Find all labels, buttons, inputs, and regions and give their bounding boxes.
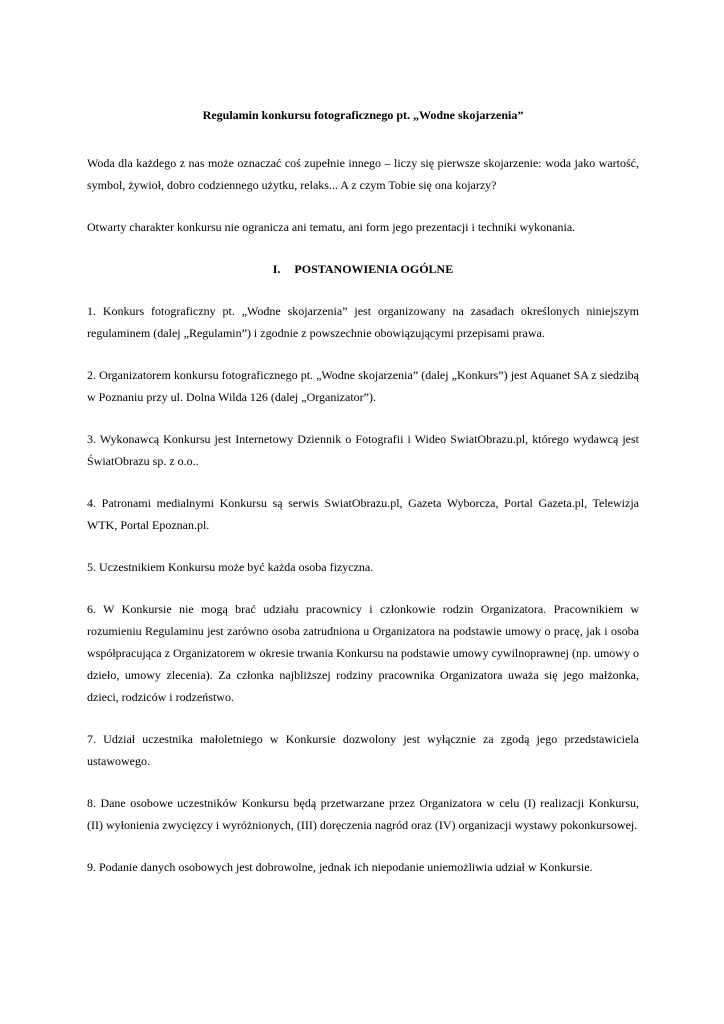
intro-paragraph-2: Otwarty charakter konkursu nie ogranicza ani tematu, ani form jego prezentacji i techniki wykonania. [87,220,576,234]
section-heading [87,258,639,280]
intro-paragraph-1: Woda dla każdego z nas może oznaczać coś zupełnie innego – liczy się pierwsze skojarzenie: woda jako wartość, symbol, żywioł, dobro codziennego użytku, relaks... A z czym Tobie się ona kojarzy? [87,156,639,192]
document-body [87,104,639,898]
clause-6: 6. W Konkursie nie mogą brać udziału pracownicy i członkowie rodzin Organizatora. Pracownikiem w rozumieniu Regulaminu jest zarówno osoba zatrudniona u Organizatora na podstawie umowy o pracę, jak i osoba współpracująca z Organizatorem w okresie trwania Konkursu na podstawie umowy cywilnoprawnej (np. umowy o dzieło, umowy zlecenia). Za członka najbliższej rodziny pracownika Organizatora uważa się jego małżonka, dzieci, rodziców i rodzeństwo. [87,602,639,704]
section-number: I. [272,262,281,276]
clause-5: 5. Uczestnikiem Konkursu może być każda osoba fizyczna. [87,560,374,574]
clause-7: 7. Udział uczestnika małoletniego w Konkursie dozwolony jest wyłącznie za zgodą jego przedstawiciela ustawowego. [87,732,639,768]
clause-8: 8. Dane osobowe uczestników Konkursu będą przetwarzane przez Organizatora w celu (I) realizacji Konkursu, (II) wyłonienia zwycięzcy i wyróżnionych, (III) doręczenia nagród oraz (IV) organizacji wystawy pokonkursowej. [87,796,639,832]
clause-4: 4. Patronami medialnymi Konkursu są serwis SwiatObrazu.pl, Gazeta Wyborcza, Portal Gazeta.pl, Telewizja WTK, Portal Epoznan.pl. [87,496,639,532]
clause-3: 3. Wykonawcą Konkursu jest Internetowy Dziennik o Fotografii i Wideo SwiatObrazu.pl, którego wydawcą jest ŚwiatObrazu sp. z o.o.. [87,432,639,468]
clause-2: 2. Organizatorem konkursu fotograficznego pt. „Wodne skojarzenia” (dalej „Konkurs”) jest Aquanet SA z siedzibą w Poznaniu przy ul. Dolna Wilda 126 (dalej „Organizator”). [87,368,639,404]
section-title: POSTANOWIENIA OGÓLNE [294,262,454,276]
clause-9: 9. Podanie danych osobowych jest dobrowolne, jednak ich niepodanie uniemożliwia udział w Konkursie. [87,860,593,874]
clause-1: 1. Konkurs fotograficzny pt. „Wodne skojarzenia” jest organizowany na zasadach określonych niniejszym regulaminem (dalej „Regulamin”) i zgodnie z powszechnie obowiązującymi przepisami prawa. [87,304,639,340]
document-title: Regulamin konkursu fotograficznego pt. „Wodne skojarzenia” [202,108,524,122]
